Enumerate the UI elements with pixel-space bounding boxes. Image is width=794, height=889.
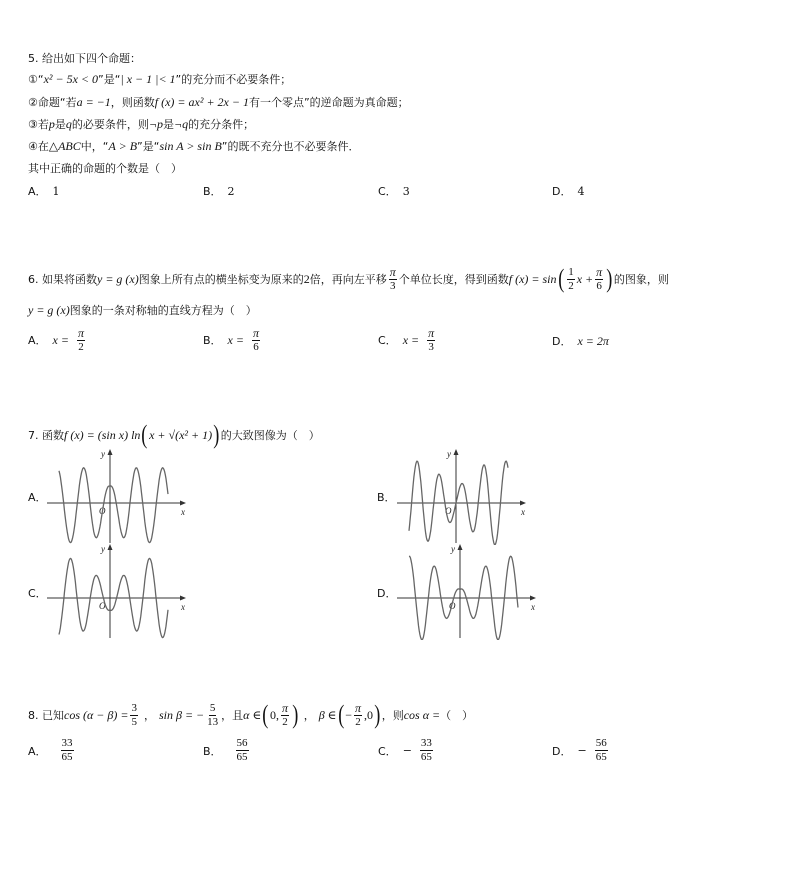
- q5-stem: 5. 给出如下四个命题：: [28, 52, 141, 65]
- y-axis-arrow-icon: [108, 449, 113, 455]
- y-axis-arrow-icon: [454, 449, 459, 455]
- origin-label: O: [99, 506, 106, 516]
- q8-option-d[interactable]: D． − $\frac{56}{65}$: [552, 737, 607, 763]
- q6-stem-line1: 6. 如果将函数 y = g (x) 图象上所有点的横坐标变为原来的 2 倍，再向左平移 $\frac{\pi}{3}$ 个单位长度，得到函数 f (x) = sin ( $\frac{1}{2}$ x + $\frac{\pi}{6}$ ) 的图象，则: [28, 264, 669, 293]
- q8-option-c[interactable]: C． − $\frac{33}{65}$: [378, 737, 432, 763]
- q5-item-3: ③若 p 是 q 的必要条件，则 ¬p 是 ¬q 的充分条件；: [28, 116, 255, 131]
- q6-option-b[interactable]: B． x = $\frac{\pi}{6}$: [203, 326, 259, 353]
- q6-option-d[interactable]: D． x = 2π: [552, 333, 609, 348]
- q6-stem-line2: y = g (x) 图象的一条对称轴的直线方程为（ ）: [28, 302, 257, 317]
- origin-label: O: [445, 506, 452, 516]
- q5-item-2: ②命题“若 a = −1 ，则函数 f (x) = ax² + 2x − 1 有一个零点”的逆命题为真命题；: [28, 94, 409, 109]
- y-axis-label: y: [451, 544, 455, 554]
- q7-option-b-label[interactable]: B．: [377, 491, 396, 504]
- y-axis-label: y: [101, 544, 105, 554]
- q7-stem: 7. 函数 f (x) = (sin x) ln ( x + √(x² + 1) ) 的大致图像为（ ）: [28, 420, 320, 449]
- q7-option-d-label[interactable]: D．: [377, 587, 397, 600]
- q8-stem: 8. 已知 cos (α − β) = $\frac{3}{5}$ ， sin β = − $\frac{5}{13}$ ，且 α ∈ ( 0, $\frac{\pi}{2}$ ) ， β ∈ ( − $\frac{\pi}{2}$ ,0 ) ，则 cos α = （ ）: [28, 700, 474, 729]
- x-axis-arrow-icon: [180, 596, 186, 601]
- x-axis-label: x: [521, 507, 525, 517]
- q7-graph-b[interactable]: [395, 445, 530, 545]
- q5-item-4: ④在 △ABC 中，“ A > B ”是“ sin A > sin B ”的既不充分也不必要条件．: [28, 138, 360, 153]
- q5-ask: 其中正确的命题的个数是（ ）: [28, 162, 182, 175]
- origin-label: O: [99, 601, 106, 611]
- q5-item1-expr: x² − 5x < 0: [43, 71, 99, 86]
- y-axis-arrow-icon: [108, 544, 113, 550]
- y-axis-arrow-icon: [458, 544, 463, 550]
- x-axis-label: x: [181, 602, 185, 612]
- q5-item-1: ①“ x² − 5x < 0 ”是“ | x − 1 |< 1 ”的充分而不必要条件；: [28, 71, 292, 86]
- q7-graph-d[interactable]: [395, 540, 540, 640]
- q5-option-b[interactable]: B． 2: [203, 184, 235, 198]
- q7-graph-a[interactable]: [45, 445, 190, 545]
- q8-option-a[interactable]: A． $\frac{33}{65}$: [28, 737, 73, 763]
- q6-option-a[interactable]: A． x = $\frac{\pi}{2}$: [28, 326, 84, 353]
- x-axis-label: x: [531, 602, 535, 612]
- y-axis-label: y: [447, 449, 451, 459]
- q7-option-a-label[interactable]: A．: [28, 491, 47, 504]
- q5-item1-expr2: | x − 1 |< 1: [120, 71, 176, 86]
- x-axis-arrow-icon: [180, 501, 186, 506]
- q5-option-a[interactable]: A． 1: [28, 184, 60, 198]
- q5-option-d[interactable]: D． 4: [552, 184, 585, 198]
- q7-graph-c[interactable]: [45, 540, 190, 640]
- q6-option-c[interactable]: C． x = $\frac{\pi}{3}$: [378, 326, 435, 353]
- graph-curve: [59, 468, 168, 543]
- origin-label: O: [449, 601, 456, 611]
- x-axis-arrow-icon: [520, 501, 526, 506]
- q6-shift-fraction: $\frac{\pi}{3}$: [389, 265, 396, 292]
- y-axis-label: y: [101, 449, 105, 459]
- q5-option-c[interactable]: C． 3: [378, 184, 410, 198]
- x-axis-arrow-icon: [530, 596, 536, 601]
- q7-option-c-label[interactable]: C．: [28, 587, 47, 600]
- x-axis-label: x: [181, 507, 185, 517]
- q8-option-b[interactable]: B． $\frac{56}{65}$: [203, 737, 248, 763]
